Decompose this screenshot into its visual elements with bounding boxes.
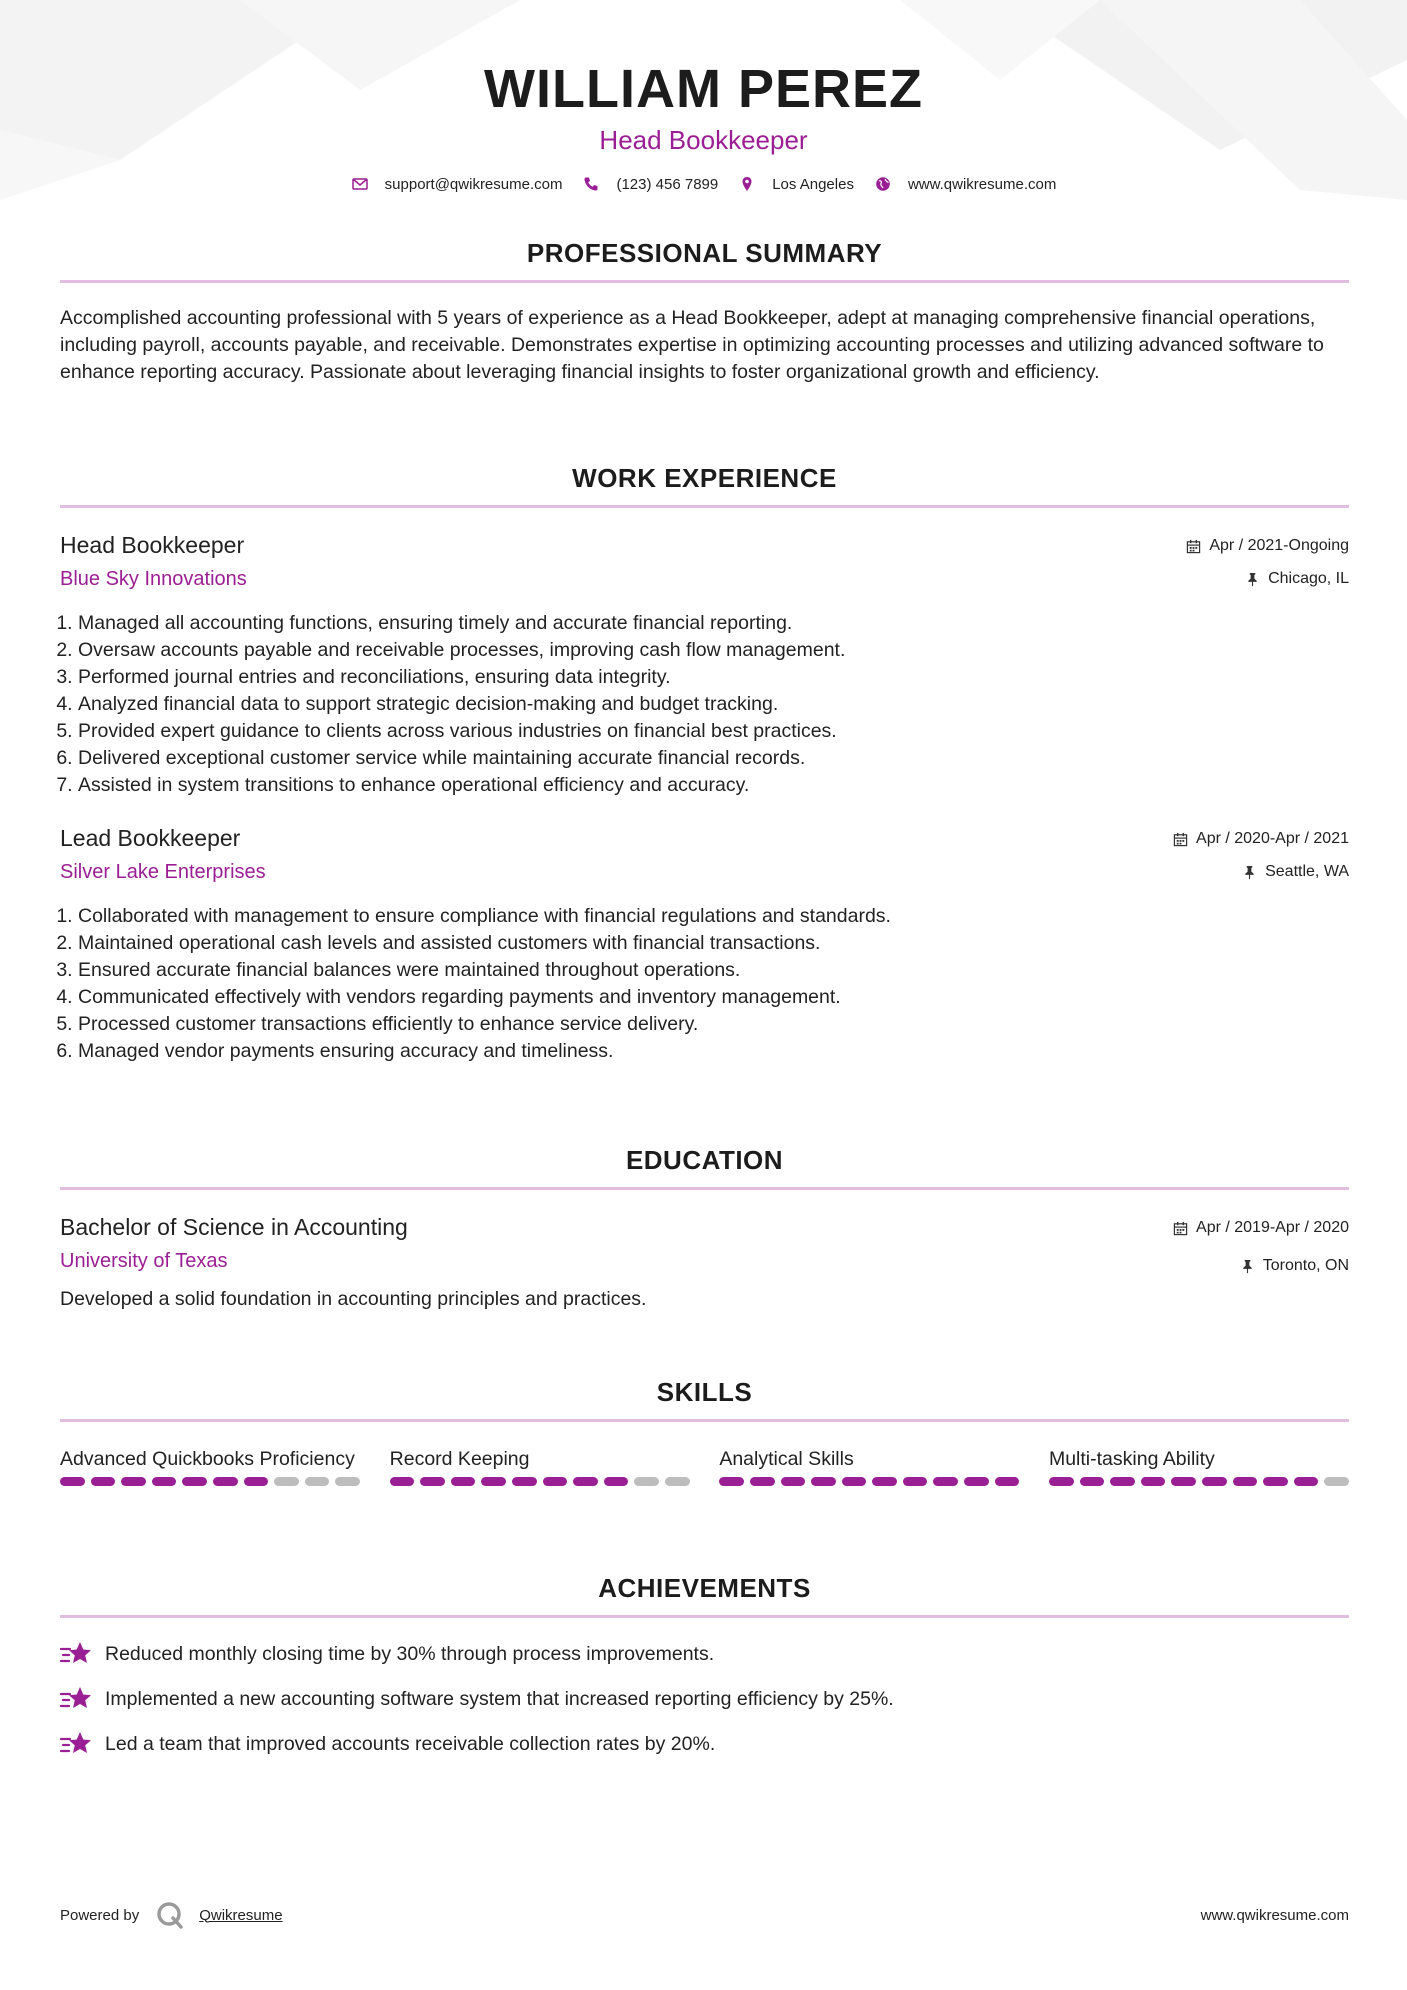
skill-level-dot xyxy=(903,1477,928,1486)
skill-level-dot xyxy=(451,1477,476,1486)
skill-level-dot xyxy=(182,1477,207,1486)
section-divider xyxy=(60,280,1349,283)
section-divider xyxy=(60,1419,1349,1422)
shooting-star-icon xyxy=(60,1730,92,1758)
contact-location xyxy=(738,175,854,193)
list-item: 2. Oversaw accounts payable and receivable processes, improving cash flow management. xyxy=(78,637,1349,664)
experience-heading: WORK EXPERIENCE xyxy=(572,463,837,493)
skill-level-dot xyxy=(872,1477,897,1486)
skill-item xyxy=(719,1446,1019,1486)
contact-bar xyxy=(0,175,1407,193)
list-item: 3. Ensured accurate financial balances were maintained throughout operations. xyxy=(78,957,1349,984)
skill-name: Analytical Skills xyxy=(719,1448,854,1470)
list-item: 6. Managed vendor payments ensuring accuracy and timeliness. xyxy=(78,1038,1349,1065)
list-item: 4. Analyzed financial data to support strategic decision-making and budget tracking. xyxy=(78,691,1349,718)
education-date xyxy=(1173,1218,1349,1238)
job-meta xyxy=(1186,530,1349,589)
job-title: Head Bookkeeper xyxy=(60,532,245,558)
skill-level-dot xyxy=(481,1477,506,1486)
skills-heading: SKILLS xyxy=(656,1377,753,1407)
section-divider xyxy=(60,505,1349,508)
contact-email[interactable] xyxy=(351,175,563,193)
achievement-text: Implemented a new accounting software system that increased reporting efficiency by 25%. xyxy=(105,1687,894,1710)
list-item: 2. Maintained operational cash levels and assisted customers with financial transactions. xyxy=(78,930,1349,957)
skill-level-dot xyxy=(1049,1477,1074,1486)
skill-name: Record Keeping xyxy=(389,1448,530,1470)
skill-item xyxy=(60,1446,360,1486)
brand-link[interactable]: Qwikresume xyxy=(199,1906,283,1924)
skill-level-dot xyxy=(1263,1477,1288,1486)
candidate-role: Head Bookkeeper xyxy=(599,125,808,155)
calendar-icon xyxy=(1173,832,1188,847)
job-location xyxy=(1173,862,1349,882)
list-item: 5. Processed customer transactions efficiently to enhance service delivery. xyxy=(78,1011,1349,1038)
summary-heading: PROFESSIONAL SUMMARY xyxy=(526,238,883,268)
achievement-text: Led a team that improved accounts receivable collection rates by 20%. xyxy=(105,1732,716,1755)
job-location-text: Seattle, WA xyxy=(1265,863,1349,880)
shooting-star-icon xyxy=(60,1685,92,1713)
job-bullets xyxy=(60,903,1349,1065)
globe-icon xyxy=(874,175,892,193)
skill-level-dot xyxy=(964,1477,989,1486)
job-bullets xyxy=(60,610,1349,799)
skill-level-dot xyxy=(305,1477,330,1486)
list-item: 3. Performed journal entries and reconciliations, ensuring data integrity. xyxy=(78,664,1349,691)
skill-level-meter xyxy=(390,1477,690,1486)
skill-level-dot xyxy=(213,1477,238,1486)
achievements-section xyxy=(60,1571,1349,1775)
skill-name: Advanced Quickbooks Proficiency xyxy=(60,1448,355,1470)
skill-level-dot xyxy=(750,1477,775,1486)
skill-level-dot xyxy=(573,1477,598,1486)
skill-level-dot xyxy=(842,1477,867,1486)
qwikresume-logo-icon xyxy=(155,1900,185,1930)
skill-level-dot xyxy=(811,1477,836,1486)
skill-level-meter xyxy=(1049,1477,1349,1486)
skill-level-dot xyxy=(933,1477,958,1486)
degree-title: Bachelor of Science in Accounting xyxy=(60,1214,408,1240)
footer-website[interactable]: www.qwikresume.com xyxy=(1200,1906,1349,1924)
phone-icon xyxy=(582,175,600,193)
skill-level-dot xyxy=(390,1477,415,1486)
powered-by-label: Powered by xyxy=(60,1906,140,1924)
achievements-heading: ACHIEVEMENTS xyxy=(598,1573,811,1603)
list-item: 7. Assisted in system transitions to enhance operational efficiency and accuracy. xyxy=(78,772,1349,799)
list-item: 1. Collaborated with management to ensure compliance with financial regulations and standards. xyxy=(78,903,1349,930)
calendar-icon xyxy=(1173,1221,1188,1236)
map-pin-icon xyxy=(738,175,756,193)
job-date-text: Apr / 2021-Ongoing xyxy=(1209,537,1349,554)
list-item: 6. Delivered exceptional customer service while maintaining accurate financial records. xyxy=(78,745,1349,772)
skill-level-dot xyxy=(719,1477,744,1486)
section-divider xyxy=(60,1187,1349,1190)
skill-level-dot xyxy=(335,1477,360,1486)
candidate-name: WILLIAM PEREZ xyxy=(484,59,923,119)
skill-level-dot xyxy=(60,1477,85,1486)
education-meta xyxy=(1173,1212,1349,1276)
skill-level-dot xyxy=(274,1477,299,1486)
shooting-star-icon xyxy=(60,1640,92,1668)
location-text: Los Angeles xyxy=(772,175,854,193)
education-description: Developed a solid foundation in accounting principles and practices. xyxy=(60,1288,647,1310)
education-date-text: Apr / 2019-Apr / 2020 xyxy=(1196,1219,1349,1236)
list-item xyxy=(60,1685,1349,1713)
education-heading: EDUCATION xyxy=(625,1145,784,1175)
skill-level-dot xyxy=(91,1477,116,1486)
list-item: 1. Managed all accounting functions, ensuring timely and accurate financial reporting. xyxy=(78,610,1349,637)
summary-section xyxy=(60,236,1349,386)
achievement-text: Reduced monthly closing time by 30% through process improvements. xyxy=(105,1642,715,1665)
skill-level-dot xyxy=(1324,1477,1349,1486)
skill-level-dot xyxy=(1202,1477,1227,1486)
phone-text: (123) 456 7899 xyxy=(616,175,719,193)
education-location xyxy=(1173,1256,1349,1276)
skill-level-dot xyxy=(543,1477,568,1486)
skill-level-dot xyxy=(420,1477,445,1486)
calendar-icon xyxy=(1186,539,1201,554)
skill-level-dot xyxy=(1080,1477,1105,1486)
job-date xyxy=(1186,536,1349,556)
contact-phone[interactable] xyxy=(582,175,718,193)
skill-level-dot xyxy=(634,1477,659,1486)
email-text: support@qwikresume.com xyxy=(384,175,563,193)
skill-level-dot xyxy=(121,1477,146,1486)
pushpin-icon xyxy=(1245,572,1260,587)
resume-header xyxy=(0,55,1407,193)
list-item xyxy=(60,1730,1349,1758)
summary-text: Accomplished accounting professional with 5 years of experience as a Head Bookkeeper, adept at managing comprehensive financial operations, including payroll, accounts payable, and receivable. Demonstrates expertise in optimizing accounting processes and utilizing advanced software to enhance reporting accuracy. Passionate about leveraging financial insights to foster organizational growth and efficiency. xyxy=(60,307,1324,383)
skill-level-dot xyxy=(1233,1477,1258,1486)
skill-level-dot xyxy=(1110,1477,1135,1486)
job-entry xyxy=(60,530,1349,799)
job-entry xyxy=(60,823,1349,1065)
section-divider xyxy=(60,1615,1349,1618)
job-meta xyxy=(1173,823,1349,882)
pushpin-icon xyxy=(1240,1259,1255,1274)
website-text: www.qwikresume.com xyxy=(907,175,1057,193)
skill-level-dot xyxy=(781,1477,806,1486)
skill-level-dot xyxy=(1294,1477,1319,1486)
skill-level-dot xyxy=(665,1477,690,1486)
skill-level-dot xyxy=(1141,1477,1166,1486)
education-section xyxy=(60,1143,1349,1313)
skills-list xyxy=(60,1446,1349,1486)
job-location-text: Chicago, IL xyxy=(1268,570,1349,587)
skill-item xyxy=(390,1446,690,1486)
skills-section xyxy=(60,1375,1349,1486)
job-company: Blue Sky Innovations xyxy=(60,568,247,590)
job-location xyxy=(1186,569,1349,589)
list-item xyxy=(60,1640,1349,1668)
skill-level-dot xyxy=(152,1477,177,1486)
job-date xyxy=(1173,829,1349,849)
list-item: 5. Provided expert guidance to clients across various industries on financial best practices. xyxy=(78,718,1349,745)
job-title: Lead Bookkeeper xyxy=(60,825,241,851)
page-footer xyxy=(60,1900,1349,1930)
skill-item xyxy=(1049,1446,1349,1486)
envelope-icon xyxy=(351,175,369,193)
skill-level-dot xyxy=(604,1477,629,1486)
list-item: 4. Communicated effectively with vendors regarding payments and inventory management. xyxy=(78,984,1349,1011)
skill-level-meter xyxy=(60,1477,360,1486)
education-location-text: Toronto, ON xyxy=(1262,1257,1349,1274)
education-entry xyxy=(60,1212,1349,1313)
skill-name: Multi-tasking Ability xyxy=(1048,1448,1215,1470)
experience-section xyxy=(60,461,1349,1065)
job-date-text: Apr / 2020-Apr / 2021 xyxy=(1196,830,1349,847)
job-company: Silver Lake Enterprises xyxy=(60,861,266,883)
skill-level-meter xyxy=(719,1477,1019,1486)
school-name: University of Texas xyxy=(60,1250,228,1272)
skill-level-dot xyxy=(995,1477,1020,1486)
contact-website[interactable] xyxy=(874,175,1056,193)
pushpin-icon xyxy=(1242,865,1257,880)
achievements-list xyxy=(60,1640,1349,1758)
skill-level-dot xyxy=(512,1477,537,1486)
skill-level-dot xyxy=(244,1477,269,1486)
powered-by xyxy=(60,1900,283,1930)
skill-level-dot xyxy=(1171,1477,1196,1486)
